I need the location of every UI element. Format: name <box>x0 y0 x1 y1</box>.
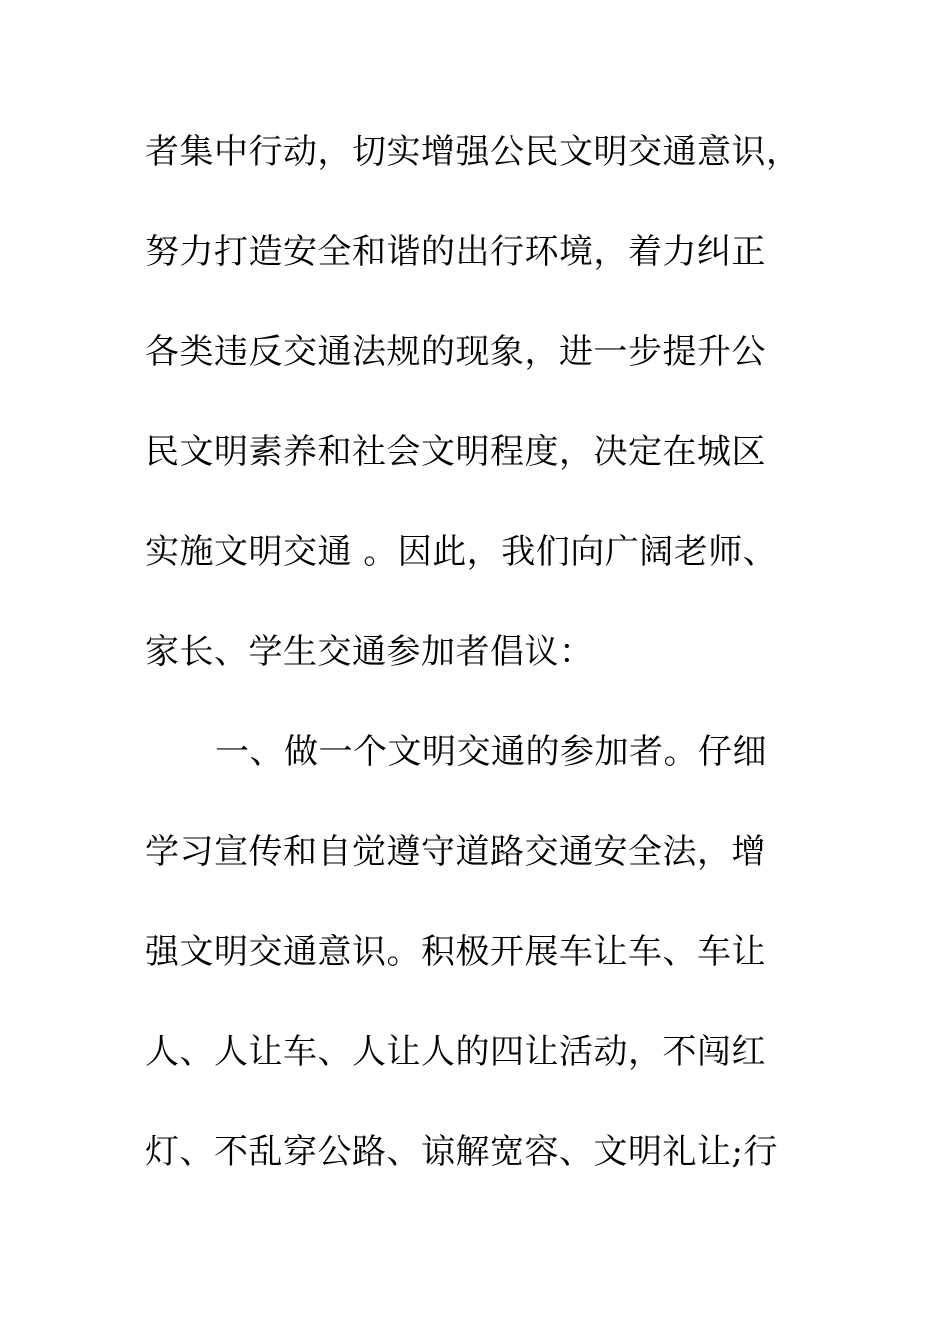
text-line: 者集中行动，切实增强公民文明交通意识， <box>145 132 801 172</box>
text-line: 努力打造安全和谐的出行环境，着力纠正 <box>145 232 766 272</box>
text-line: 灯、不乱穿公路、谅解宽容、文明礼让;行 <box>145 1132 778 1172</box>
text-line: 人、人让车、人让人的四让活动，不闯红 <box>145 1032 766 1072</box>
text-line: 家长、学生交通参加者倡议： <box>145 632 594 672</box>
document-body <box>145 128 825 1228</box>
text-line: 民文明素养和社会文明程度，决定在城区 <box>145 432 766 472</box>
text-line: 强文明交通意识。积极开展车让车、车让 <box>145 932 766 972</box>
text-line: 各类违反交通法规的现象，进一步提升公 <box>145 332 766 372</box>
text-line: 实施文明交通 。因此，我们向广阔老师、 <box>145 532 778 572</box>
text-line: 学习宣传和自觉遵守道路交通安全法，增 <box>145 832 766 872</box>
paragraph-start-line: 一、做一个文明交通的参加者。仔细 <box>215 732 767 772</box>
